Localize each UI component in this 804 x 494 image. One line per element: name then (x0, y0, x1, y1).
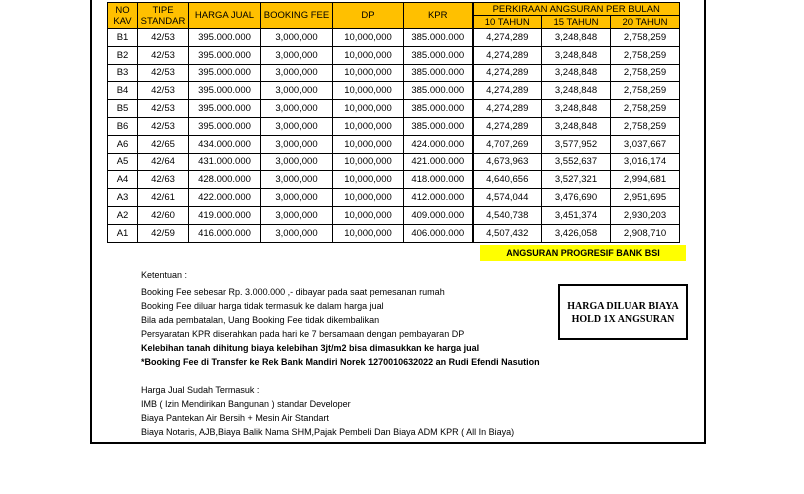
cell-dp: 10,000,000 (333, 64, 404, 82)
notes-section (141, 268, 540, 439)
header-booking-fee: BOOKING FEE (261, 3, 333, 29)
cell-dp: 10,000,000 (333, 82, 404, 100)
cell-kpr: 385.000.000 (404, 46, 473, 64)
cell-booking-fee: 3,000,000 (261, 224, 333, 242)
table-row (108, 171, 680, 189)
cell-20-tahun: 2,758,259 (611, 46, 680, 64)
cell-15-tahun: 3,248,848 (542, 64, 611, 82)
header-perkiraan: PERKIRAAN ANGSURAN PER BULAN (473, 3, 680, 16)
cell-dp: 10,000,000 (333, 224, 404, 242)
cell-15-tahun: 3,527,321 (542, 171, 611, 189)
cell-kpr: 412.000.000 (404, 189, 473, 207)
cell-no-kav: A3 (108, 189, 138, 207)
cell-15-tahun: 3,552,637 (542, 153, 611, 171)
cell-20-tahun: 3,037,667 (611, 135, 680, 153)
cell-harga-jual: 434.000.000 (189, 135, 261, 153)
cell-kpr: 406.000.000 (404, 224, 473, 242)
table-row (108, 189, 680, 207)
header-15-tahun: 15 TAHUN (542, 16, 611, 29)
cell-15-tahun: 3,426,058 (542, 224, 611, 242)
cell-harga-jual: 422.000.000 (189, 189, 261, 207)
cell-10-tahun: 4,507,432 (473, 224, 542, 242)
cell-kpr: 421.000.000 (404, 153, 473, 171)
cell-15-tahun: 3,248,848 (542, 29, 611, 47)
ketentuan-item: Persyaratan KPR diserahkan pada hari ke 7 bersamaan dengan pembayaran DP (141, 329, 465, 339)
table-row (108, 82, 680, 100)
cell-kpr: 424.000.000 (404, 135, 473, 153)
termasuk-title: Harga Jual Sudah Termasuk : (141, 385, 260, 395)
cell-harga-jual: 395.000.000 (189, 46, 261, 64)
cell-booking-fee: 3,000,000 (261, 117, 333, 135)
spacer (141, 369, 540, 383)
cell-kpr: 385.000.000 (404, 29, 473, 47)
cell-20-tahun: 2,758,259 (611, 64, 680, 82)
cell-tipe: 42/61 (138, 189, 189, 207)
cell-dp: 10,000,000 (333, 29, 404, 47)
cell-tipe: 42/53 (138, 29, 189, 47)
cell-no-kav: B2 (108, 46, 138, 64)
cell-10-tahun: 4,274,289 (473, 82, 542, 100)
cell-harga-jual: 395.000.000 (189, 29, 261, 47)
cell-harga-jual: 416.000.000 (189, 224, 261, 242)
cell-20-tahun: 3,016,174 (611, 153, 680, 171)
cell-dp: 10,000,000 (333, 100, 404, 118)
cell-harga-jual: 428.000.000 (189, 171, 261, 189)
cell-kpr: 385.000.000 (404, 64, 473, 82)
box-line-2: HOLD 1X ANGSURAN (571, 314, 675, 325)
cell-no-kav: B3 (108, 64, 138, 82)
cell-15-tahun: 3,248,848 (542, 117, 611, 135)
cell-harga-jual: 419.000.000 (189, 206, 261, 224)
transfer-note: *Booking Fee di Transfer ke Rek Bank Mandiri Norek 1270010632022 an Rudi Efendi Nasution (141, 357, 540, 367)
cell-tipe: 42/63 (138, 171, 189, 189)
cell-no-kav: A6 (108, 135, 138, 153)
cell-no-kav: B5 (108, 100, 138, 118)
cell-10-tahun: 4,673,963 (473, 153, 542, 171)
cell-booking-fee: 3,000,000 (261, 206, 333, 224)
cell-10-tahun: 4,707,269 (473, 135, 542, 153)
cell-tipe: 42/64 (138, 153, 189, 171)
header-10-tahun: 10 TAHUN (473, 16, 542, 29)
ketentuan-item: Bila ada pembatalan, Uang Booking Fee tidak dikembalikan (141, 315, 380, 325)
header-harga-jual: HARGA JUAL (189, 3, 261, 29)
angsuran-banner: ANGSURAN PROGRESIF BANK BSI (480, 245, 686, 261)
cell-no-kav: A4 (108, 171, 138, 189)
termasuk-item: Biaya Notaris, AJB,Biaya Balik Nama SHM,Pajak Pembeli Dan Biaya ADM KPR ( All In Biaya) (141, 427, 515, 437)
table-row (108, 100, 680, 118)
cell-dp: 10,000,000 (333, 46, 404, 64)
header-dp: DP (333, 3, 404, 29)
cell-tipe: 42/53 (138, 100, 189, 118)
ketentuan-item: Booking Fee diluar harga tidak termasuk ke dalam harga jual (141, 301, 384, 311)
cell-kpr: 385.000.000 (404, 82, 473, 100)
kelebihan-tanah-note: Kelebihan tanah dihitung biaya kelebihan 3jt/m2 bisa dimasukkan ke harga jual (141, 343, 480, 353)
cell-20-tahun: 2,758,259 (611, 100, 680, 118)
ketentuan-title: Ketentuan : (141, 270, 188, 280)
cell-tipe: 42/53 (138, 64, 189, 82)
header-no-kav: NO KAV (108, 3, 138, 29)
cell-booking-fee: 3,000,000 (261, 153, 333, 171)
cell-no-kav: B1 (108, 29, 138, 47)
header-kpr: KPR (404, 3, 473, 29)
cell-15-tahun: 3,248,848 (542, 82, 611, 100)
cell-dp: 10,000,000 (333, 117, 404, 135)
cell-20-tahun: 2,930,203 (611, 206, 680, 224)
cell-no-kav: A1 (108, 224, 138, 242)
cell-10-tahun: 4,574,044 (473, 189, 542, 207)
cell-kpr: 409.000.000 (404, 206, 473, 224)
cell-booking-fee: 3,000,000 (261, 29, 333, 47)
cell-no-kav: B4 (108, 82, 138, 100)
header-20-tahun: 20 TAHUN (611, 16, 680, 29)
table-row (108, 224, 680, 242)
table-row (108, 46, 680, 64)
cell-20-tahun: 2,908,710 (611, 224, 680, 242)
cell-20-tahun: 2,758,259 (611, 29, 680, 47)
cell-10-tahun: 4,640,656 (473, 171, 542, 189)
cell-no-kav: B6 (108, 117, 138, 135)
cell-harga-jual: 395.000.000 (189, 82, 261, 100)
cell-tipe: 42/59 (138, 224, 189, 242)
cell-10-tahun: 4,274,289 (473, 64, 542, 82)
cell-booking-fee: 3,000,000 (261, 171, 333, 189)
cell-booking-fee: 3,000,000 (261, 100, 333, 118)
cell-no-kav: A2 (108, 206, 138, 224)
cell-20-tahun: 2,951,695 (611, 189, 680, 207)
header-row-1 (108, 3, 680, 16)
cell-dp: 10,000,000 (333, 135, 404, 153)
cell-15-tahun: 3,577,952 (542, 135, 611, 153)
cell-harga-jual: 431.000.000 (189, 153, 261, 171)
table-row (108, 153, 680, 171)
table-row (108, 206, 680, 224)
cell-dp: 10,000,000 (333, 153, 404, 171)
cell-15-tahun: 3,248,848 (542, 100, 611, 118)
cell-harga-jual: 395.000.000 (189, 100, 261, 118)
ketentuan-item: Booking Fee sebesar Rp. 3.000.000 ,- dibayar pada saat pemesanan rumah (141, 287, 445, 297)
cell-tipe: 42/60 (138, 206, 189, 224)
cell-booking-fee: 3,000,000 (261, 189, 333, 207)
cell-kpr: 385.000.000 (404, 100, 473, 118)
box-line-1: HARGA DILUAR BIAYA (567, 301, 679, 312)
cell-dp: 10,000,000 (333, 206, 404, 224)
cell-15-tahun: 3,451,374 (542, 206, 611, 224)
cell-harga-jual: 395.000.000 (189, 64, 261, 82)
cell-10-tahun: 4,274,289 (473, 29, 542, 47)
header-tipe-standar: TIPE STANDAR (138, 3, 189, 29)
table-body (108, 29, 680, 243)
cell-20-tahun: 2,994,681 (611, 171, 680, 189)
harga-diluar-biaya-box (558, 284, 688, 340)
cell-no-kav: A5 (108, 153, 138, 171)
price-table (107, 2, 680, 243)
cell-booking-fee: 3,000,000 (261, 46, 333, 64)
cell-tipe: 42/53 (138, 117, 189, 135)
cell-kpr: 418.000.000 (404, 171, 473, 189)
cell-10-tahun: 4,274,289 (473, 100, 542, 118)
table-row (108, 64, 680, 82)
cell-tipe: 42/53 (138, 82, 189, 100)
cell-15-tahun: 3,476,690 (542, 189, 611, 207)
cell-booking-fee: 3,000,000 (261, 64, 333, 82)
termasuk-item: Biaya Pantekan Air Bersih + Mesin Air Standart (141, 413, 329, 423)
table-row (108, 29, 680, 47)
cell-booking-fee: 3,000,000 (261, 135, 333, 153)
termasuk-item: IMB ( Izin Mendirikan Bangunan ) standar Developer (141, 399, 351, 409)
cell-10-tahun: 4,274,289 (473, 46, 542, 64)
cell-tipe: 42/53 (138, 46, 189, 64)
cell-20-tahun: 2,758,259 (611, 82, 680, 100)
cell-booking-fee: 3,000,000 (261, 82, 333, 100)
cell-10-tahun: 4,274,289 (473, 117, 542, 135)
table-row (108, 117, 680, 135)
cell-tipe: 42/65 (138, 135, 189, 153)
cell-harga-jual: 395.000.000 (189, 117, 261, 135)
table-row (108, 135, 680, 153)
cell-kpr: 385.000.000 (404, 117, 473, 135)
cell-20-tahun: 2,758,259 (611, 117, 680, 135)
cell-dp: 10,000,000 (333, 171, 404, 189)
cell-10-tahun: 4,540,738 (473, 206, 542, 224)
cell-15-tahun: 3,248,848 (542, 46, 611, 64)
cell-dp: 10,000,000 (333, 189, 404, 207)
